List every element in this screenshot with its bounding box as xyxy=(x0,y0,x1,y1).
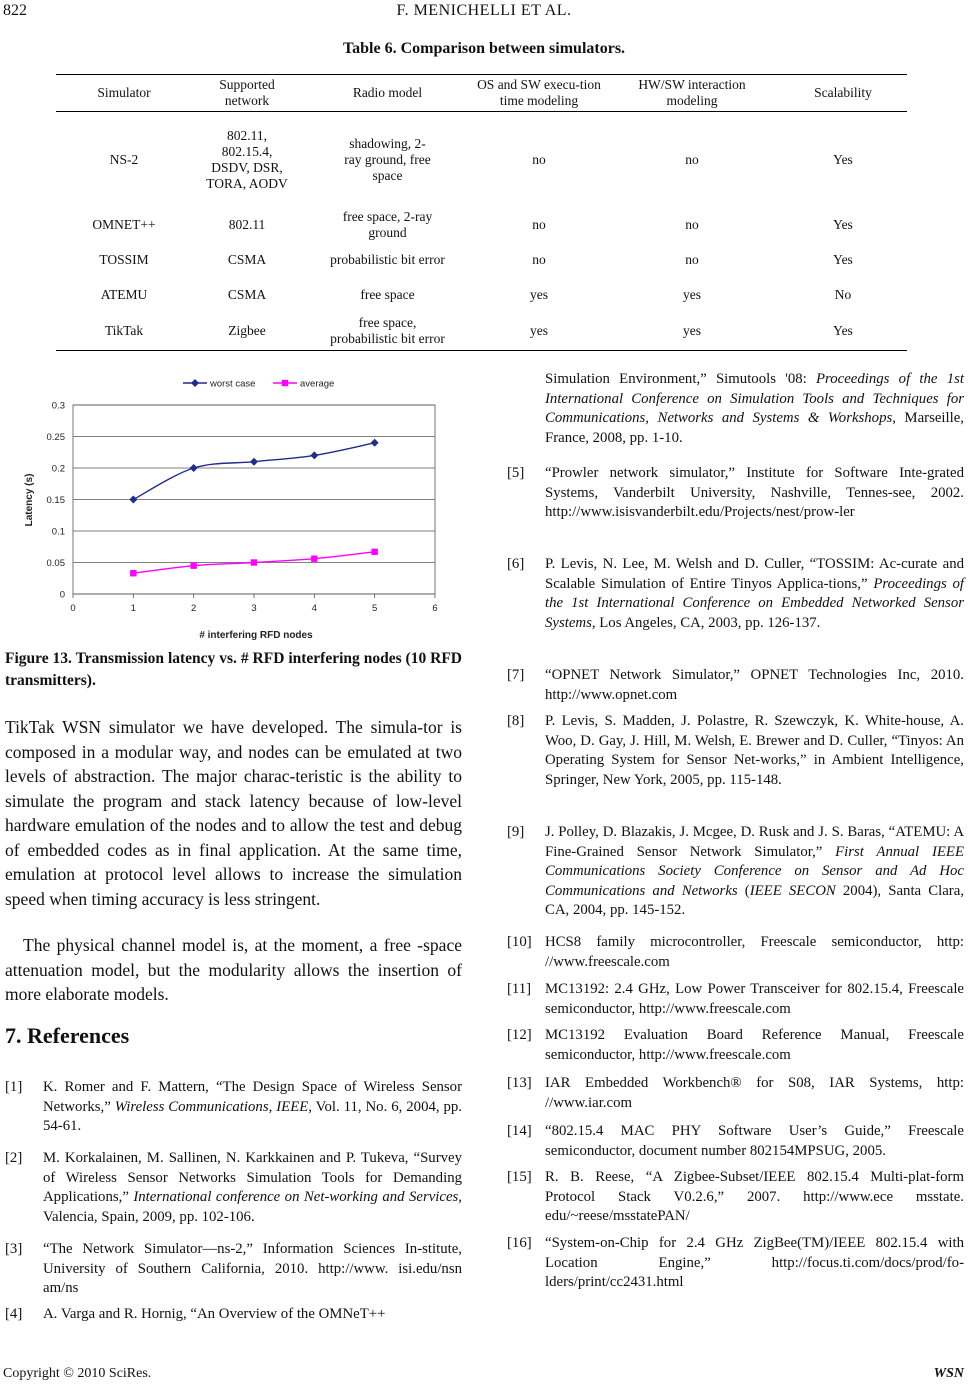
figure-caption: Figure 13. Transmission latency vs. # RFD interfering nodes (10 RFD transmitters). xyxy=(5,650,462,689)
data-point xyxy=(190,562,196,568)
reference-number: [15] xyxy=(507,1169,532,1185)
table-cell: 802.11, 802.15.4, DSDV, DSR, TORA, AODV xyxy=(206,127,288,191)
table-cell: no xyxy=(685,252,699,267)
reference-text: MC13192 Evaluation Board Reference Manual, Freescale semiconductor, http://www.freescale.com xyxy=(545,1027,964,1063)
reference-number: [12] xyxy=(507,1027,532,1043)
reference-number: [14] xyxy=(507,1123,532,1139)
column-header: HW/SW interaction modeling xyxy=(638,77,746,108)
table-row xyxy=(56,243,907,278)
table-cell: OMNET++ xyxy=(92,217,156,232)
column-header: Scalability xyxy=(814,85,872,100)
body-paragraph: TikTak WSN simulator we have developed. The simula-tor is composed in a modular way, and nodes can be emulated at two levels of abstraction. The major charac-teristic is the ability to simulate the program and stack latency because of low-level hardware emulation of the nodes and to allow the test and debug of embedded codes as in final application. At the same time, emulation at protocol level allows to increase the simulation speed when timing accuracy is less stringent. xyxy=(5,717,462,909)
x-tick-label: 0 xyxy=(70,603,76,614)
y-tick-label: 0.3 xyxy=(51,400,65,412)
reference-number: [13] xyxy=(507,1075,532,1091)
column-header: OS and SW execu-tion time modeling xyxy=(477,77,601,108)
table-cell: no xyxy=(532,217,546,232)
x-tick-label: 3 xyxy=(251,603,257,614)
page-number: 822 xyxy=(3,2,27,19)
series-line xyxy=(133,443,374,500)
reference-text: K. Romer and F. Mattern, “The Design Space of Wireless Sensor Networks,” Wireless Communications, IEEE, Vol. 11, No. 6, 2004, pp. 54-61. xyxy=(43,1079,463,1134)
reference-number: [1] xyxy=(5,1079,23,1095)
data-point xyxy=(310,451,318,459)
x-tick-label: 1 xyxy=(130,603,136,614)
column-header: Simulator xyxy=(97,85,151,100)
footer-journal-name: WSN xyxy=(933,1366,964,1381)
data-point xyxy=(130,570,136,576)
reference-text: IAR Embedded Workbench® for S08, IAR Systems, http: //www.iar.com xyxy=(545,1075,964,1111)
reference-number: [2] xyxy=(5,1150,23,1166)
reference-number: [5] xyxy=(507,465,525,481)
x-axis-title: # interfering RFD nodes xyxy=(199,630,313,641)
reference-text: MC13192: 2.4 GHz, Low Power Transceiver for 802.15.4, Freescale semiconductor, http://www.freescale.com xyxy=(545,981,964,1017)
table-cell: ATEMU xyxy=(100,287,148,302)
table-header-row xyxy=(56,75,907,112)
reference-text-continued: Simulation Environment,” Simutools '08: Proceedings of the 1st International Conference on Simulation Tools and Techniques for Communications, Networks and Systems & Workshops, Marseille, France, 2008, pp. 1-10. xyxy=(545,371,965,446)
reference-text: HCS8 family microcontroller, Freescale semiconductor, http: //www.freescale.com xyxy=(545,934,964,970)
data-point xyxy=(371,439,379,447)
reference-text: P. Levis, N. Lee, M. Welsh and D. Culler, “TOSSIM: Ac-curate and Scalable Simulation of Entire Tinyos Applica-tions,” Proceedings of the 1st International Conference on Embedded Networked Sensor Systems, Los Angeles, CA, 2003, pp. 126-137. xyxy=(545,556,964,631)
table-cell: yes xyxy=(683,323,701,339)
table-cell: TOSSIM xyxy=(99,252,149,267)
section-heading-references: 7. References xyxy=(5,1023,130,1048)
table-cell: CSMA xyxy=(227,287,267,302)
y-tick-label: 0 xyxy=(59,589,65,601)
table-cell: 802.11 xyxy=(228,217,266,232)
data-point xyxy=(250,458,258,466)
x-tick-label: 2 xyxy=(191,603,197,614)
legend-label: worst case xyxy=(210,378,256,390)
table-cell: Zigbee xyxy=(228,323,266,339)
reference-text: “System-on-Chip for 2.4 GHz ZigBee(TM)/IEEE 802.15.4 with Location Engine,” http://focus.ti.com/docs/prod/fo-lders/print/cc2431.html xyxy=(545,1235,964,1290)
table-row xyxy=(56,112,907,208)
reference-number: [11] xyxy=(507,981,532,997)
reference-number: [8] xyxy=(507,713,525,729)
table-cell: free space xyxy=(360,287,415,302)
reference-text: R. B. Reese, “A Zigbee-Subset/IEEE 802.15.4 Multi-plat-form Protocol Stack V0.2.6,” 2007. http://www.ece msstate. edu/~reese/msstatePAN/ xyxy=(545,1169,964,1224)
reference-text: M. Korkalainen, M. Sallinen, N. Karkkainen and P. Tukeva, “Survey of Wireless Sensor Networks Simulation Tools for Demanding Applications,” International conference on Net-working and Services, Valencia, Spain, 2009, pp. 102-106. xyxy=(43,1150,462,1225)
table-row xyxy=(56,208,907,243)
table-cell: no xyxy=(532,252,546,267)
reference-number: [10] xyxy=(507,934,532,950)
reference-number: [4] xyxy=(5,1306,23,1322)
reference-text: A. Varga and R. Hornig, “An Overview of the OMNeT++ xyxy=(43,1306,386,1322)
table-cell: TikTak xyxy=(104,323,144,339)
y-tick-label: 0.25 xyxy=(46,432,65,443)
table-cell: Yes xyxy=(833,252,853,267)
reference-text: “The Network Simulator—ns-2,” Information Sciences In-stitute, University of Southern California, 2010. http://www. isi.edu/nsn am/ns xyxy=(43,1241,462,1296)
table-cell: no xyxy=(685,217,699,232)
table-cell: yes xyxy=(683,287,701,302)
footer-copyright: Copyright © 2010 SciRes. xyxy=(3,1366,152,1381)
reference-number: [6] xyxy=(507,556,525,572)
legend-label: average xyxy=(300,378,335,390)
table-cell: No xyxy=(834,287,852,302)
reference-text: “OPNET Network Simulator,” OPNET Technologies Inc, 2010. http://www.opnet.com xyxy=(545,667,964,703)
table-cell: free space, probabilistic bit error xyxy=(330,315,445,347)
table-row xyxy=(56,313,907,351)
data-point xyxy=(129,496,137,504)
table-cell: yes xyxy=(530,323,548,339)
body-paragraph: The physical channel model is, at the moment, a free -space attenuation model, but the modularity allows the insertion of more elaborate models. xyxy=(5,935,462,1004)
data-point xyxy=(371,549,377,555)
latency-chart xyxy=(8,368,468,646)
table-cell: probabilistic bit error xyxy=(330,252,445,267)
latency-chart-svg xyxy=(8,368,468,646)
y-tick-label: 0.15 xyxy=(46,495,65,506)
y-tick-label: 0.2 xyxy=(51,463,65,475)
table-caption: Table 6. Comparison between simulators. xyxy=(342,40,626,57)
table-cell: no xyxy=(532,151,546,167)
x-tick-label: 6 xyxy=(432,603,438,614)
running-header-authors: F. MENICHELLI ET AL. xyxy=(396,2,572,19)
y-tick-label: 0.05 xyxy=(46,558,65,569)
table-row xyxy=(56,278,907,313)
reference-number: [9] xyxy=(507,824,525,840)
table-cell: Yes xyxy=(833,217,853,232)
y-tick-label: 0.1 xyxy=(51,526,65,538)
table-cell: shadowing, 2-ray ground, free space xyxy=(344,135,431,183)
column-header: Supported network xyxy=(219,77,275,108)
x-tick-label: 4 xyxy=(311,603,317,614)
y-axis-title: Latency (s) xyxy=(24,473,35,527)
table-cell: Yes xyxy=(833,323,853,339)
reference-number: [3] xyxy=(5,1241,23,1257)
reference-number: [16] xyxy=(507,1235,532,1251)
table-cell: CSMA xyxy=(227,252,267,267)
table-cell: no xyxy=(685,151,699,167)
table-cell: NS-2 xyxy=(109,151,139,167)
column-header: Radio model xyxy=(352,85,423,100)
data-point xyxy=(251,559,257,565)
table-cell: yes xyxy=(530,287,548,302)
reference-number: [7] xyxy=(507,667,525,683)
reference-text: “Prowler network simulator,” Institute for Software Inte-grated Systems, Vanderbilt University, Nashville, Tennes-see, 2002. http://www.isisvanderbilt.edu/Projects/nest/prow-ler xyxy=(545,465,964,520)
legend-marker xyxy=(282,380,288,386)
reference-text: “802.15.4 MAC PHY Software User’s Guide,” Freescale semiconductor, document number 802154MPSUG, 2005. xyxy=(545,1123,964,1159)
x-tick-label: 5 xyxy=(372,603,378,614)
data-point xyxy=(311,556,317,562)
table-cell: free space, 2-ray ground xyxy=(342,209,433,240)
reference-text: P. Levis, S. Madden, J. Polastre, R. Szewczyk, K. White-house, A. Woo, D. Gay, J. Hill, M. Welsh, E. Brewer and D. Culler, “Tinyos: An Operating System for Sensor Net-works,” in Ambient Intelligence, Springer, New York, 2005, pp. 115-148. xyxy=(545,713,964,788)
comparison-table xyxy=(56,74,907,351)
legend-marker xyxy=(191,379,199,387)
table-cell: Yes xyxy=(833,151,853,167)
reference-text: J. Polley, D. Blazakis, J. Mcgee, D. Rusk and J. S. Baras, “ATEMU: A Fine-Grained Sensor Network Simulator,” First Annual IEEE Communications Society Conference on Sensor and Ad Hoc Communications and Networks (IEEE SECON 2004), Santa Clara, CA, 2004, pp. 145-152. xyxy=(545,824,964,918)
data-point xyxy=(190,464,198,472)
